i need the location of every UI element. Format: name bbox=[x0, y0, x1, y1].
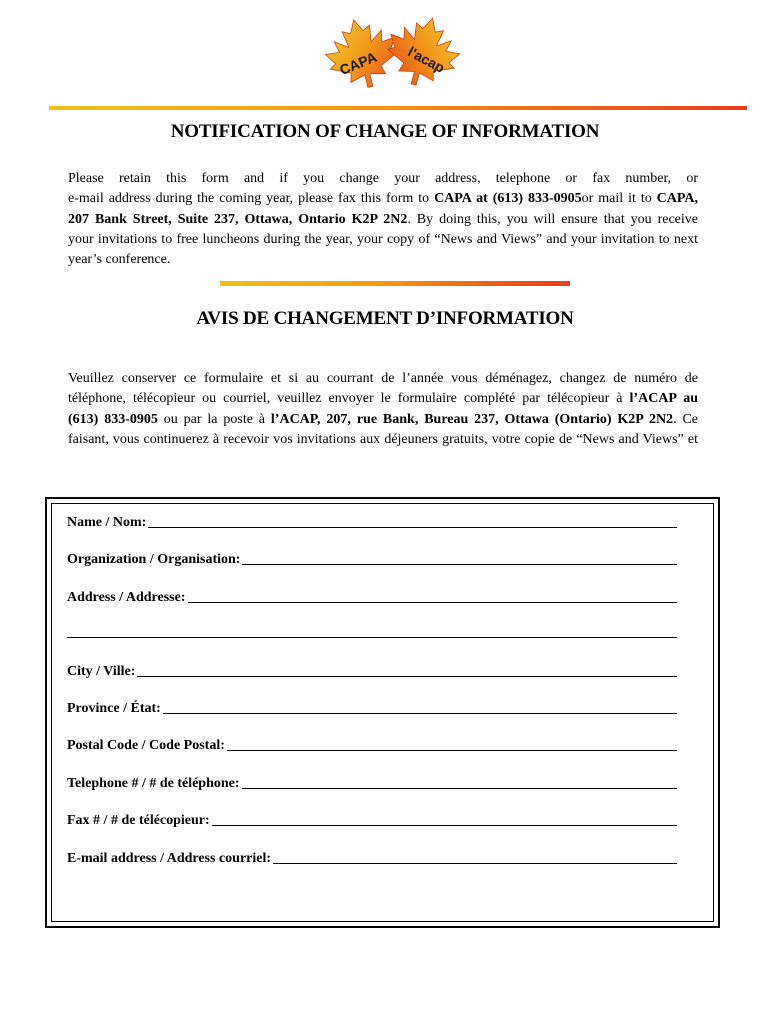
fax-input-line[interactable] bbox=[212, 825, 677, 826]
address-field[interactable] bbox=[67, 590, 677, 606]
paragraph-line bbox=[68, 169, 698, 189]
name-input-line[interactable] bbox=[148, 527, 677, 528]
middle-divider bbox=[220, 281, 570, 286]
bold-text: l’ACAP au bbox=[629, 391, 698, 407]
english-title: NOTIFICATION OF CHANGE OF INFORMATION bbox=[170, 121, 600, 142]
province-label: Province / État: bbox=[67, 701, 161, 716]
paragraph-line bbox=[68, 389, 698, 409]
english-paragraph bbox=[68, 169, 698, 270]
capa-logo bbox=[318, 12, 468, 98]
bold-text: CAPA, bbox=[656, 191, 698, 207]
paragraph-line bbox=[68, 210, 698, 230]
postal-code-label: Postal Code / Code Postal: bbox=[67, 738, 225, 753]
organization-field[interactable] bbox=[67, 552, 677, 568]
postal-code-field[interactable] bbox=[67, 738, 677, 754]
paragraph-line bbox=[68, 430, 698, 450]
telephone-label: Telephone # / # de téléphone: bbox=[67, 776, 240, 791]
paragraph-line bbox=[68, 250, 698, 270]
organization-input-line[interactable] bbox=[242, 564, 677, 565]
telephone-field[interactable] bbox=[67, 776, 677, 792]
telephone-input-line[interactable] bbox=[242, 788, 677, 789]
logo-acap-text: l'acap bbox=[405, 43, 448, 76]
bold-text: (613) 833-0905 bbox=[68, 411, 158, 427]
email-field[interactable] bbox=[67, 851, 677, 867]
french-paragraph bbox=[68, 369, 698, 450]
organization-label: Organization / Organisation: bbox=[67, 552, 241, 567]
province-input-line[interactable] bbox=[163, 713, 677, 714]
paragraph-line bbox=[68, 410, 698, 430]
bold-text: l’ACAP, 207, rue Bank, Bureau 237, Ottawa (Ontario) K2P 2N2 bbox=[270, 411, 674, 427]
text: year’s conference. bbox=[68, 252, 171, 268]
city-label: City / Ville: bbox=[67, 664, 136, 679]
city-field[interactable] bbox=[67, 664, 677, 680]
text: . Ce bbox=[673, 411, 698, 427]
city-input-line[interactable] bbox=[137, 676, 677, 677]
french-title: AVIS DE CHANGEMENT D’INFORMATION bbox=[196, 308, 574, 329]
text: téléphone, télécopieur ou courriel, veuillez envoyer le formulaire complété par télécopieur à bbox=[68, 391, 630, 407]
address-second-line[interactable] bbox=[67, 637, 677, 638]
fax-field[interactable] bbox=[67, 813, 677, 829]
name-label: Name / Nom: bbox=[67, 515, 147, 530]
paragraph-line bbox=[68, 189, 698, 209]
text: . By doing this, you will ensure that you receive bbox=[407, 211, 698, 227]
text: Please retain this form and if you change your address, telephone or fax number, or bbox=[68, 171, 698, 186]
text: faisant, vous continuerez à recevoir vos invitations aux déjeuners gratuits, votre copie de “News and Views” et bbox=[68, 431, 698, 447]
name-field[interactable] bbox=[67, 515, 677, 531]
fax-label: Fax # / # de télécopieur: bbox=[67, 813, 210, 828]
bold-text: CAPA at (613) 833-0905 bbox=[434, 191, 582, 207]
address-input-line[interactable] bbox=[188, 602, 677, 603]
email-label: E-mail address / Address courriel: bbox=[67, 851, 272, 866]
logo-capa-text: CAPA bbox=[337, 48, 380, 79]
text: Veuillez conserver ce formulaire et si au courrant de l’année vous déménagez, changez de numéro de bbox=[68, 371, 698, 386]
paragraph-line bbox=[68, 369, 698, 389]
text: your invitations to free luncheons during the year, your copy of “News and Views” and your invitation to next bbox=[68, 231, 698, 247]
text: ou par la poste à bbox=[157, 411, 271, 427]
province-field[interactable] bbox=[67, 701, 677, 717]
bold-text: 207 Bank Street, Suite 237, Ottawa, Ontario K2P 2N2 bbox=[68, 211, 408, 227]
address-label: Address / Addresse: bbox=[67, 590, 186, 605]
paragraph-line bbox=[68, 230, 698, 250]
email-input-line[interactable] bbox=[273, 863, 677, 864]
postal-code-input-line[interactable] bbox=[227, 750, 677, 751]
top-divider bbox=[49, 106, 747, 110]
text: e-mail address during the coming year, please fax this form to bbox=[68, 191, 435, 207]
text: or mail it to bbox=[581, 191, 657, 207]
